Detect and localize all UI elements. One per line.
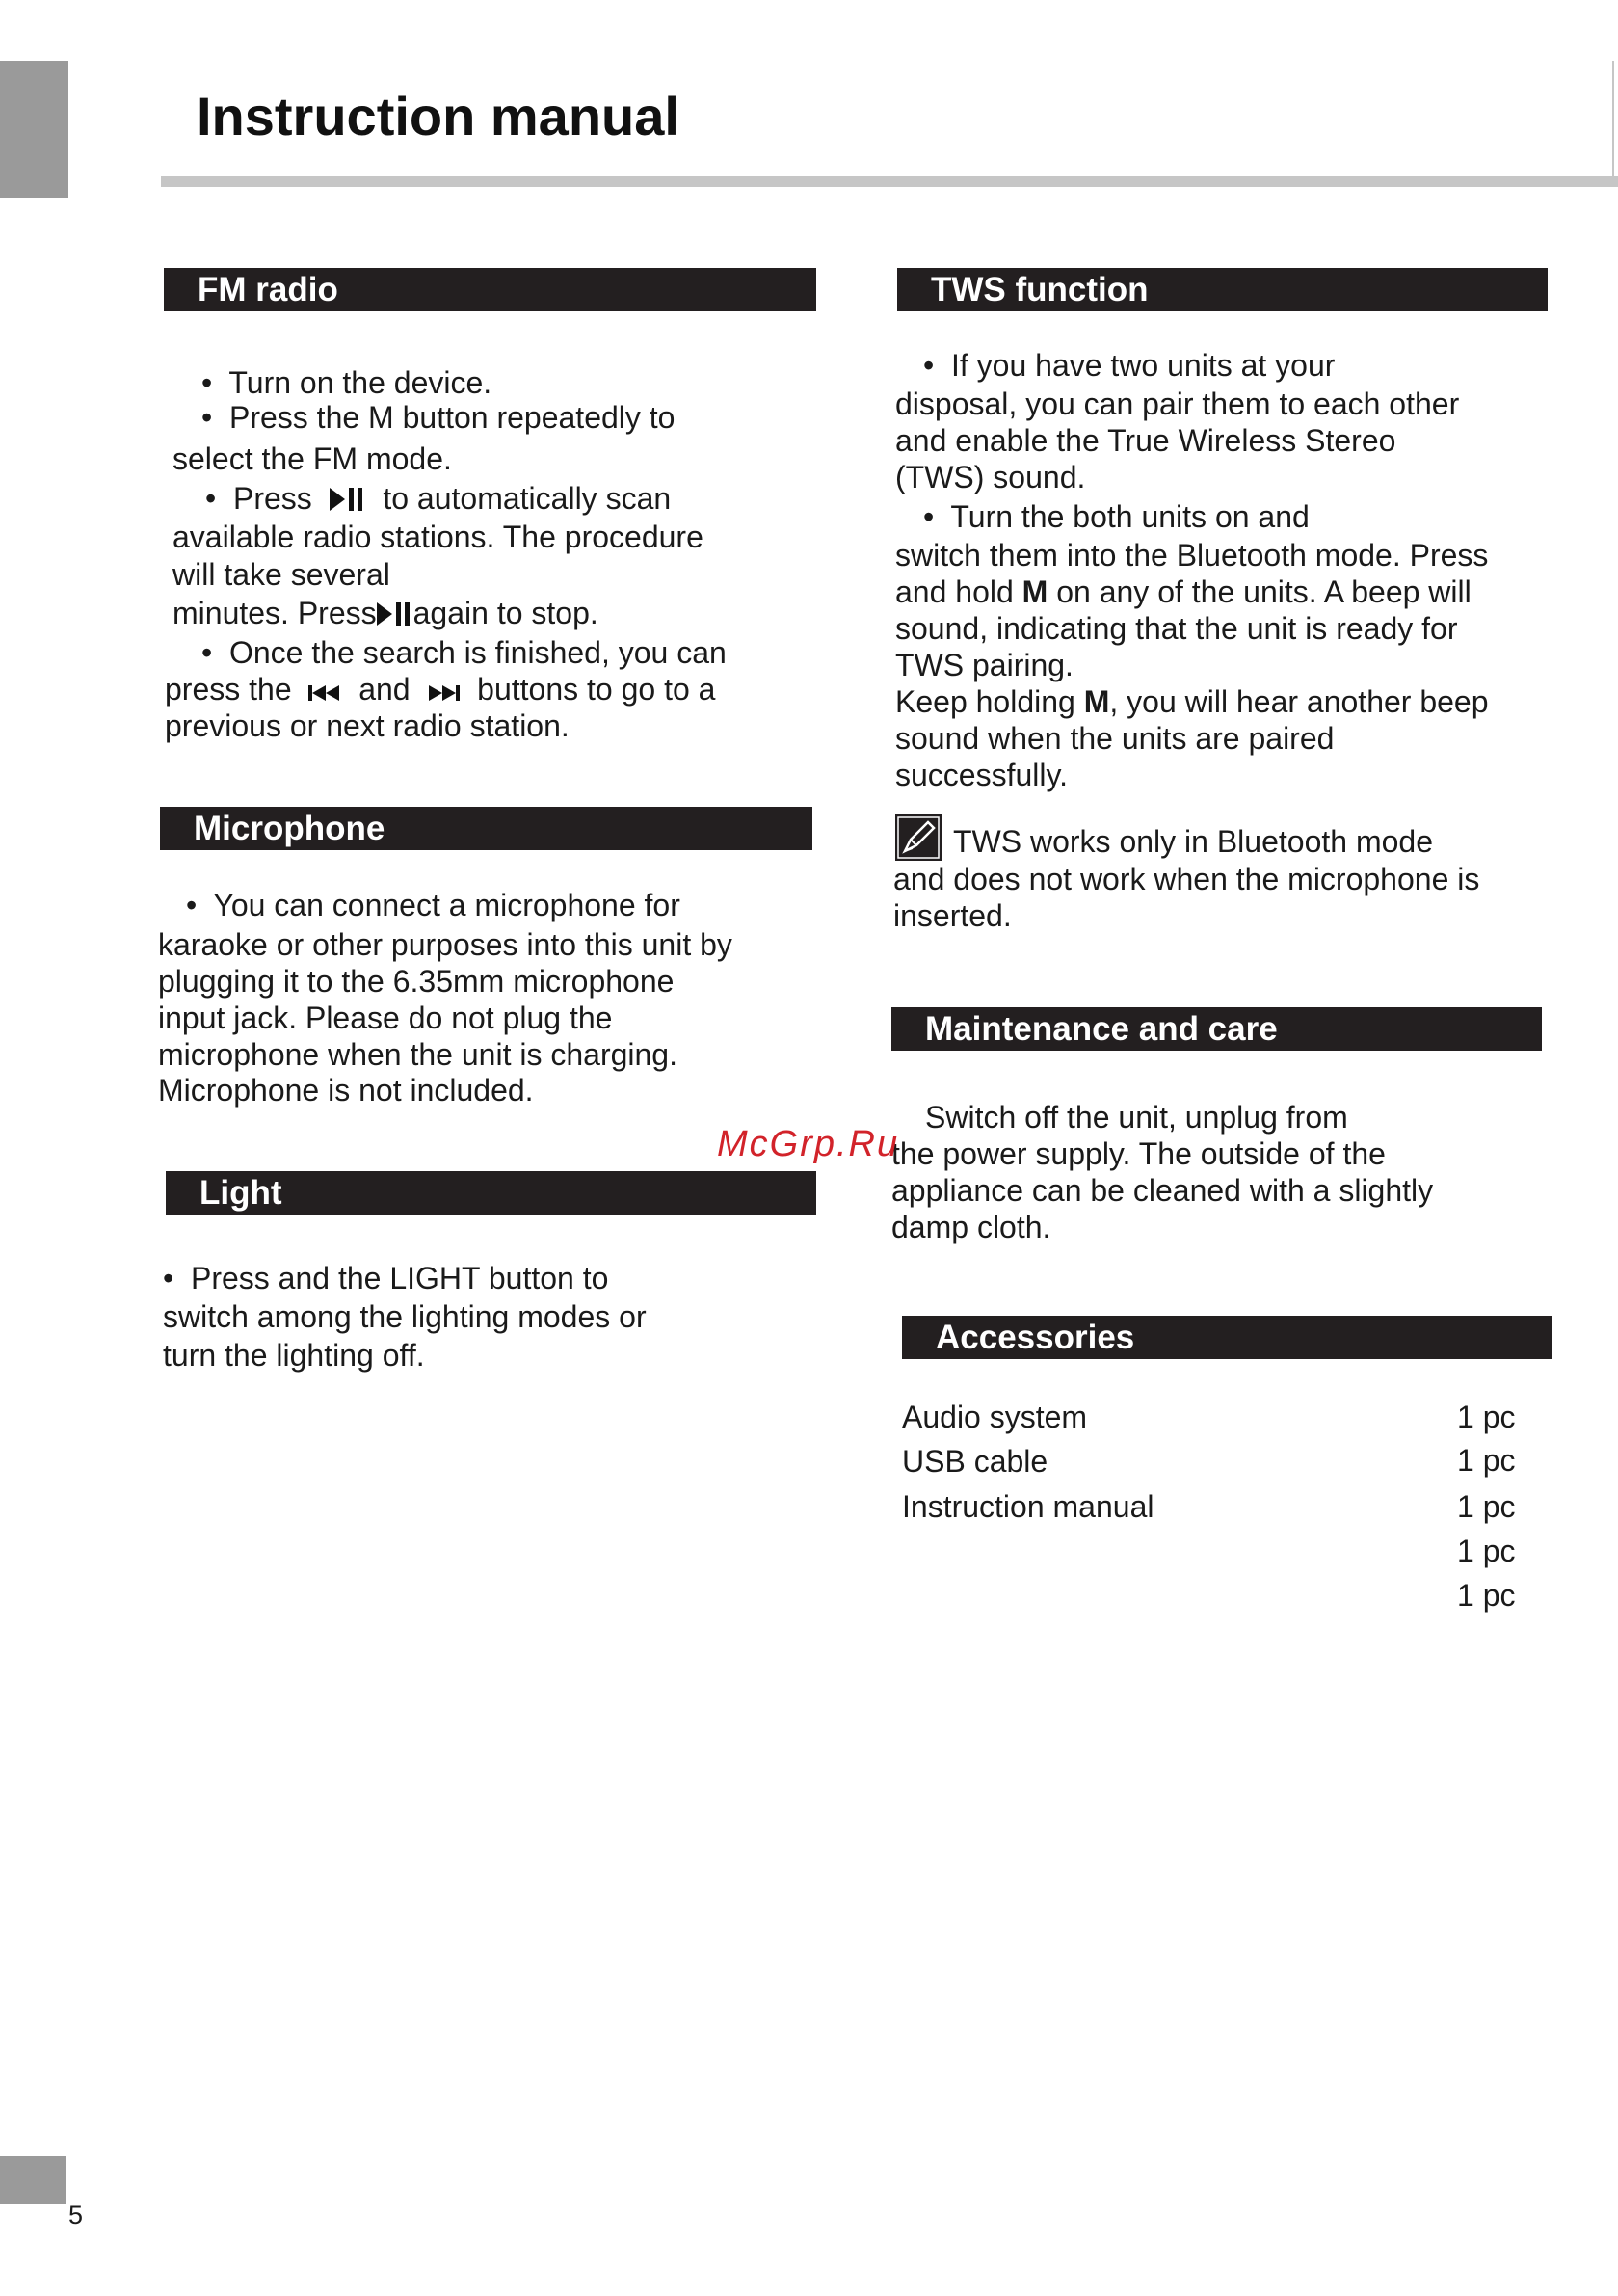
fm-line-7: minutes. Press again to stop. xyxy=(172,596,598,630)
light-line-1: • Press and the LIGHT button to xyxy=(163,1261,609,1295)
maint-line-3: appliance can be cleaned with a slightly xyxy=(891,1173,1434,1208)
page-number: 5 xyxy=(68,2201,84,2229)
fm-line-5: available radio stations. The procedure xyxy=(172,520,703,554)
note-line-3: inserted. xyxy=(893,898,1012,933)
tws-line-1: • If you have two units at your xyxy=(923,348,1336,383)
page-edge-tab xyxy=(0,61,68,198)
note-line-1: TWS works only in Bluetooth mode xyxy=(953,824,1433,859)
maint-line-4: damp cloth. xyxy=(891,1210,1051,1244)
mic-line-5: microphone when the unit is charging. xyxy=(158,1037,677,1072)
note-line-2: and does not work when the microphone is xyxy=(893,862,1480,896)
accessory-item: USB cable xyxy=(902,1444,1048,1479)
watermark: McGrp.Ru xyxy=(717,1124,900,1164)
note-pen-icon xyxy=(895,814,942,861)
previous-track-icon xyxy=(308,683,341,703)
next-track-icon xyxy=(427,683,460,703)
accessory-item: Audio system xyxy=(902,1400,1088,1434)
tws-line-3: and enable the True Wireless Stereo xyxy=(895,423,1396,458)
tws-heading xyxy=(897,268,1548,311)
tws-line-9: TWS pairing. xyxy=(895,648,1074,682)
fm-radio-heading xyxy=(164,268,816,311)
accessory-quantity: 1 pc xyxy=(1457,1443,1516,1478)
fm-radio-heading-text: FM radio xyxy=(198,271,338,308)
accessory-quantity: 1 pc xyxy=(1457,1534,1516,1568)
page-title: Instruction manual xyxy=(197,86,679,147)
tws-heading-text: TWS function xyxy=(931,271,1149,308)
header-right-rule xyxy=(1612,61,1614,186)
tws-line-11: sound when the units are paired xyxy=(895,721,1335,756)
mic-line-4: input jack. Please do not plug the xyxy=(158,1001,613,1035)
tws-line-8: sound, indicating that the unit is ready for xyxy=(895,611,1458,646)
title-rule xyxy=(161,176,1618,187)
fm-line-1: • Turn on the device. xyxy=(201,365,492,400)
microphone-heading xyxy=(160,807,812,850)
accessory-quantity: 1 pc xyxy=(1457,1578,1516,1613)
fm-line-4: • Press to automatically scan xyxy=(205,481,672,516)
tws-line-12: successfully. xyxy=(895,758,1069,792)
fm-line-2: • Press the M button repeatedly to xyxy=(201,400,676,435)
fm-line-8: • Once the search is finished, you can xyxy=(201,635,727,670)
tws-line-5: • Turn the both units on and xyxy=(923,499,1310,534)
maint-line-1: Switch off the unit, unplug from xyxy=(925,1100,1348,1135)
mic-line-2: karaoke or other purposes into this unit by xyxy=(158,927,732,962)
light-heading-text: Light xyxy=(199,1174,282,1212)
light-line-3: turn the lighting off. xyxy=(163,1338,425,1373)
tws-line-2: disposal, you can pair them to each other xyxy=(895,387,1460,421)
light-heading xyxy=(166,1171,816,1215)
tws-line-7: and hold M on any of the units. A beep will xyxy=(895,574,1472,609)
maintenance-heading-text: Maintenance and care xyxy=(925,1010,1278,1048)
accessory-item: Instruction manual xyxy=(902,1489,1154,1524)
maint-line-2: the power supply. The outside of the xyxy=(891,1136,1386,1171)
mic-line-6: Microphone is not included. xyxy=(158,1073,534,1108)
play-pause-icon xyxy=(330,487,366,512)
accessory-quantity: 1 pc xyxy=(1457,1400,1516,1434)
light-line-2: switch among the lighting modes or xyxy=(163,1299,647,1334)
maintenance-heading xyxy=(891,1007,1542,1051)
tws-line-10: Keep holding M, you will hear another beep xyxy=(895,684,1489,719)
microphone-heading-text: Microphone xyxy=(194,810,385,847)
accessories-heading-text: Accessories xyxy=(936,1319,1135,1356)
fm-line-9: press the and buttons to go to a xyxy=(165,672,716,707)
tws-line-4: (TWS) sound. xyxy=(895,460,1086,494)
play-pause-icon xyxy=(377,601,413,627)
page-edge-tab-bottom xyxy=(0,2156,66,2204)
tws-line-6: switch them into the Bluetooth mode. Press xyxy=(895,538,1489,573)
fm-line-6: will take several xyxy=(172,557,390,592)
mic-line-3: plugging it to the 6.35mm microphone xyxy=(158,964,675,999)
accessories-heading xyxy=(902,1316,1552,1359)
fm-line-10: previous or next radio station. xyxy=(165,708,570,743)
mic-line-1: • You can connect a microphone for xyxy=(186,888,680,922)
fm-line-3: select the FM mode. xyxy=(172,441,452,476)
accessory-quantity: 1 pc xyxy=(1457,1489,1516,1524)
